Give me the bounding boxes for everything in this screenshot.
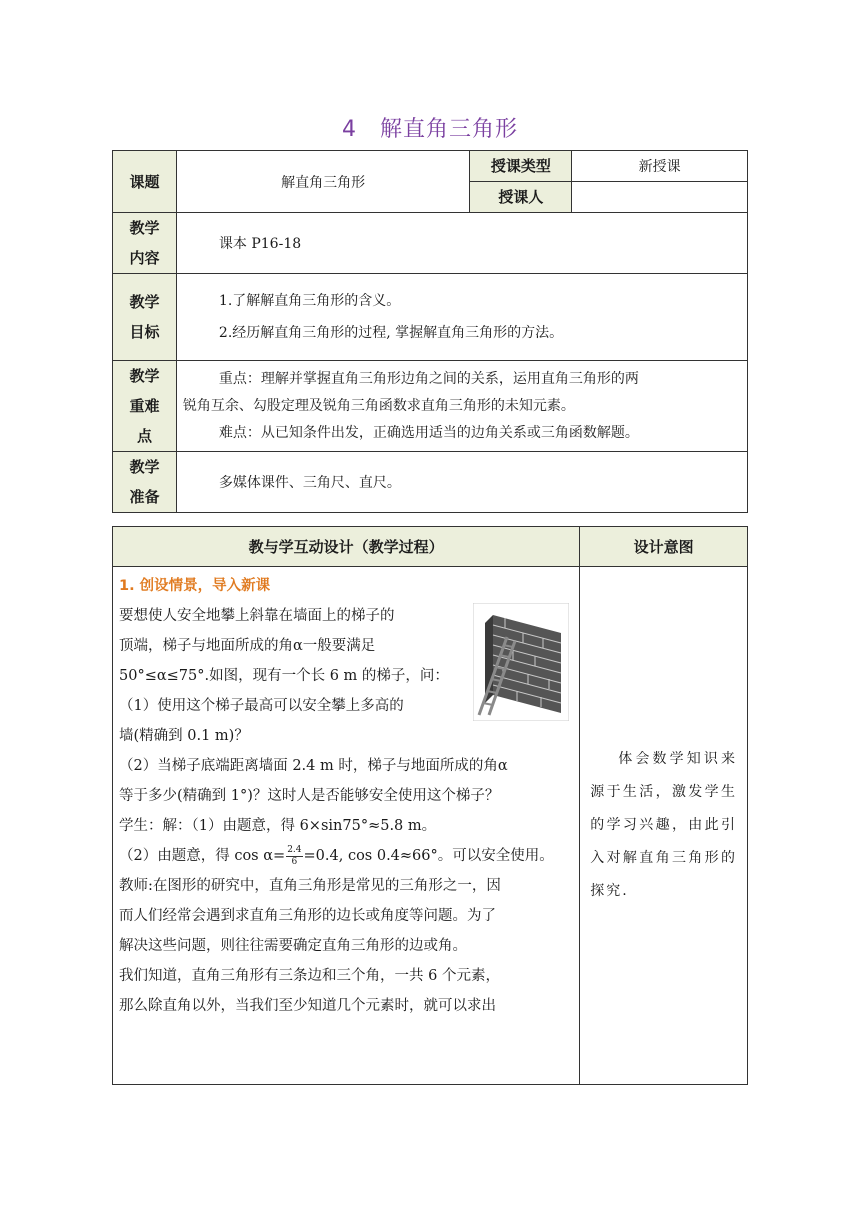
answer-1: 学生：解：（1）由题意，得 6×sin75°≈5.8 m。 [119,818,437,834]
problem-text: 要想使人安全地攀上斜靠在墙面上的梯子的 [119,608,395,624]
ladder-wall-illustration [473,603,569,721]
goal-item: 1.了解解直角三角形的含义。 [218,293,401,309]
teaching-process-table [112,526,748,1085]
goal-label-line1: 教学 [129,293,160,311]
process-header: 教与学互动设计（教学过程） [113,527,580,567]
problem-text: 顶端，梯子与地面所成的角α一般要满足 [119,638,376,654]
key-point-line: 重点：理解并掌握直角三角形边角之间的关系，运用直角三角形的两 [218,370,639,387]
process-body [113,567,580,1085]
goals-cell [176,274,747,361]
discussion-text: 那么除直角以外，当我们至少知道几个元素时，就可以求出 [119,998,496,1014]
intent-text: 体会数学知识来源于生活，激发学生的学习兴趣，由此引入对解直角三角形的探究. [590,751,737,899]
fraction-denominator: 6 [291,856,298,867]
question-2: （2）当梯子底端距离墙面 2.4 m 时，梯子与地面所成的角α [119,758,508,774]
teacher-label: 授课人 [470,182,572,213]
goal-item: 2.经历解直角三角形的过程, 掌握解直角三角形的方法。 [218,325,564,341]
content-label-line1: 教学 [129,219,160,237]
type-value: 新授课 [572,151,748,182]
key-label-line3: 点 [136,427,152,445]
intent-cell [580,567,748,1085]
goal-label [113,274,177,361]
question-2-cont: 等于多少(精确到 1°)？这时人是否能够安全使用这个梯子？ [119,788,500,804]
intent-header: 设计意图 [580,527,748,567]
lesson-info-table [112,150,748,513]
teacher-value [572,182,748,213]
question-1-cont: 墙(精确到 0.1 m)？ [119,728,249,744]
fraction [286,845,302,868]
key-label-line1: 教学 [129,367,160,385]
key-label [113,361,177,452]
answer-2 [119,841,573,871]
prep-label [113,452,177,513]
prep-label-line1: 教学 [129,458,160,476]
teacher-text: 解决这些问题，则往往需要确定直角三角形的边或角。 [119,938,467,954]
topic-label: 课题 [113,151,177,213]
topic-value: 解直角三角形 [176,151,470,213]
question-1: （1）使用这个梯子最高可以安全攀上多高的 [119,698,404,714]
section-title: 1. 创设情景，导入新课 [119,578,271,594]
prep-label-line2: 准备 [129,488,160,506]
content-label-line2: 内容 [129,249,160,267]
discussion-text: 我们知道，直角三角形有三条边和三个角，一共 6 个元素， [119,968,500,984]
key-label-line2: 重难 [129,397,160,415]
difficulty-line: 难点：从已知条件出发，正确选用适当的边角关系或三角函数解题。 [218,424,639,441]
type-label: 授课类型 [470,151,572,182]
prep-value: 多媒体课件、三角尺、直尺。 [176,452,747,513]
answer-2-part1: （2）由题意，得 cos α= [119,848,286,864]
goal-label-line2: 目标 [129,323,160,341]
content-value: 课本 P16-18 [176,213,747,274]
fraction-numerator: 2.4 [287,844,302,855]
key-points-cell [176,361,747,452]
page-title: 4 解直角三角形 [342,117,518,142]
problem-text: 50°≤α≤75°.如图，现有一个长 6 m 的梯子，问： [119,668,449,684]
key-point-line: 锐角互余、勾股定理及锐角三角函数求直角三角形的未知元素。 [182,397,575,414]
teacher-text: 教师:在图形的研究中，直角三角形是常见的三角形之一，因 [119,878,501,894]
content-label [113,213,177,274]
answer-2-part2: =0.4, cos 0.4≈66°。可以安全使用。 [303,848,554,864]
teacher-text: 而人们经常会遇到求直角三角形的边长或角度等问题。为了 [119,908,496,924]
